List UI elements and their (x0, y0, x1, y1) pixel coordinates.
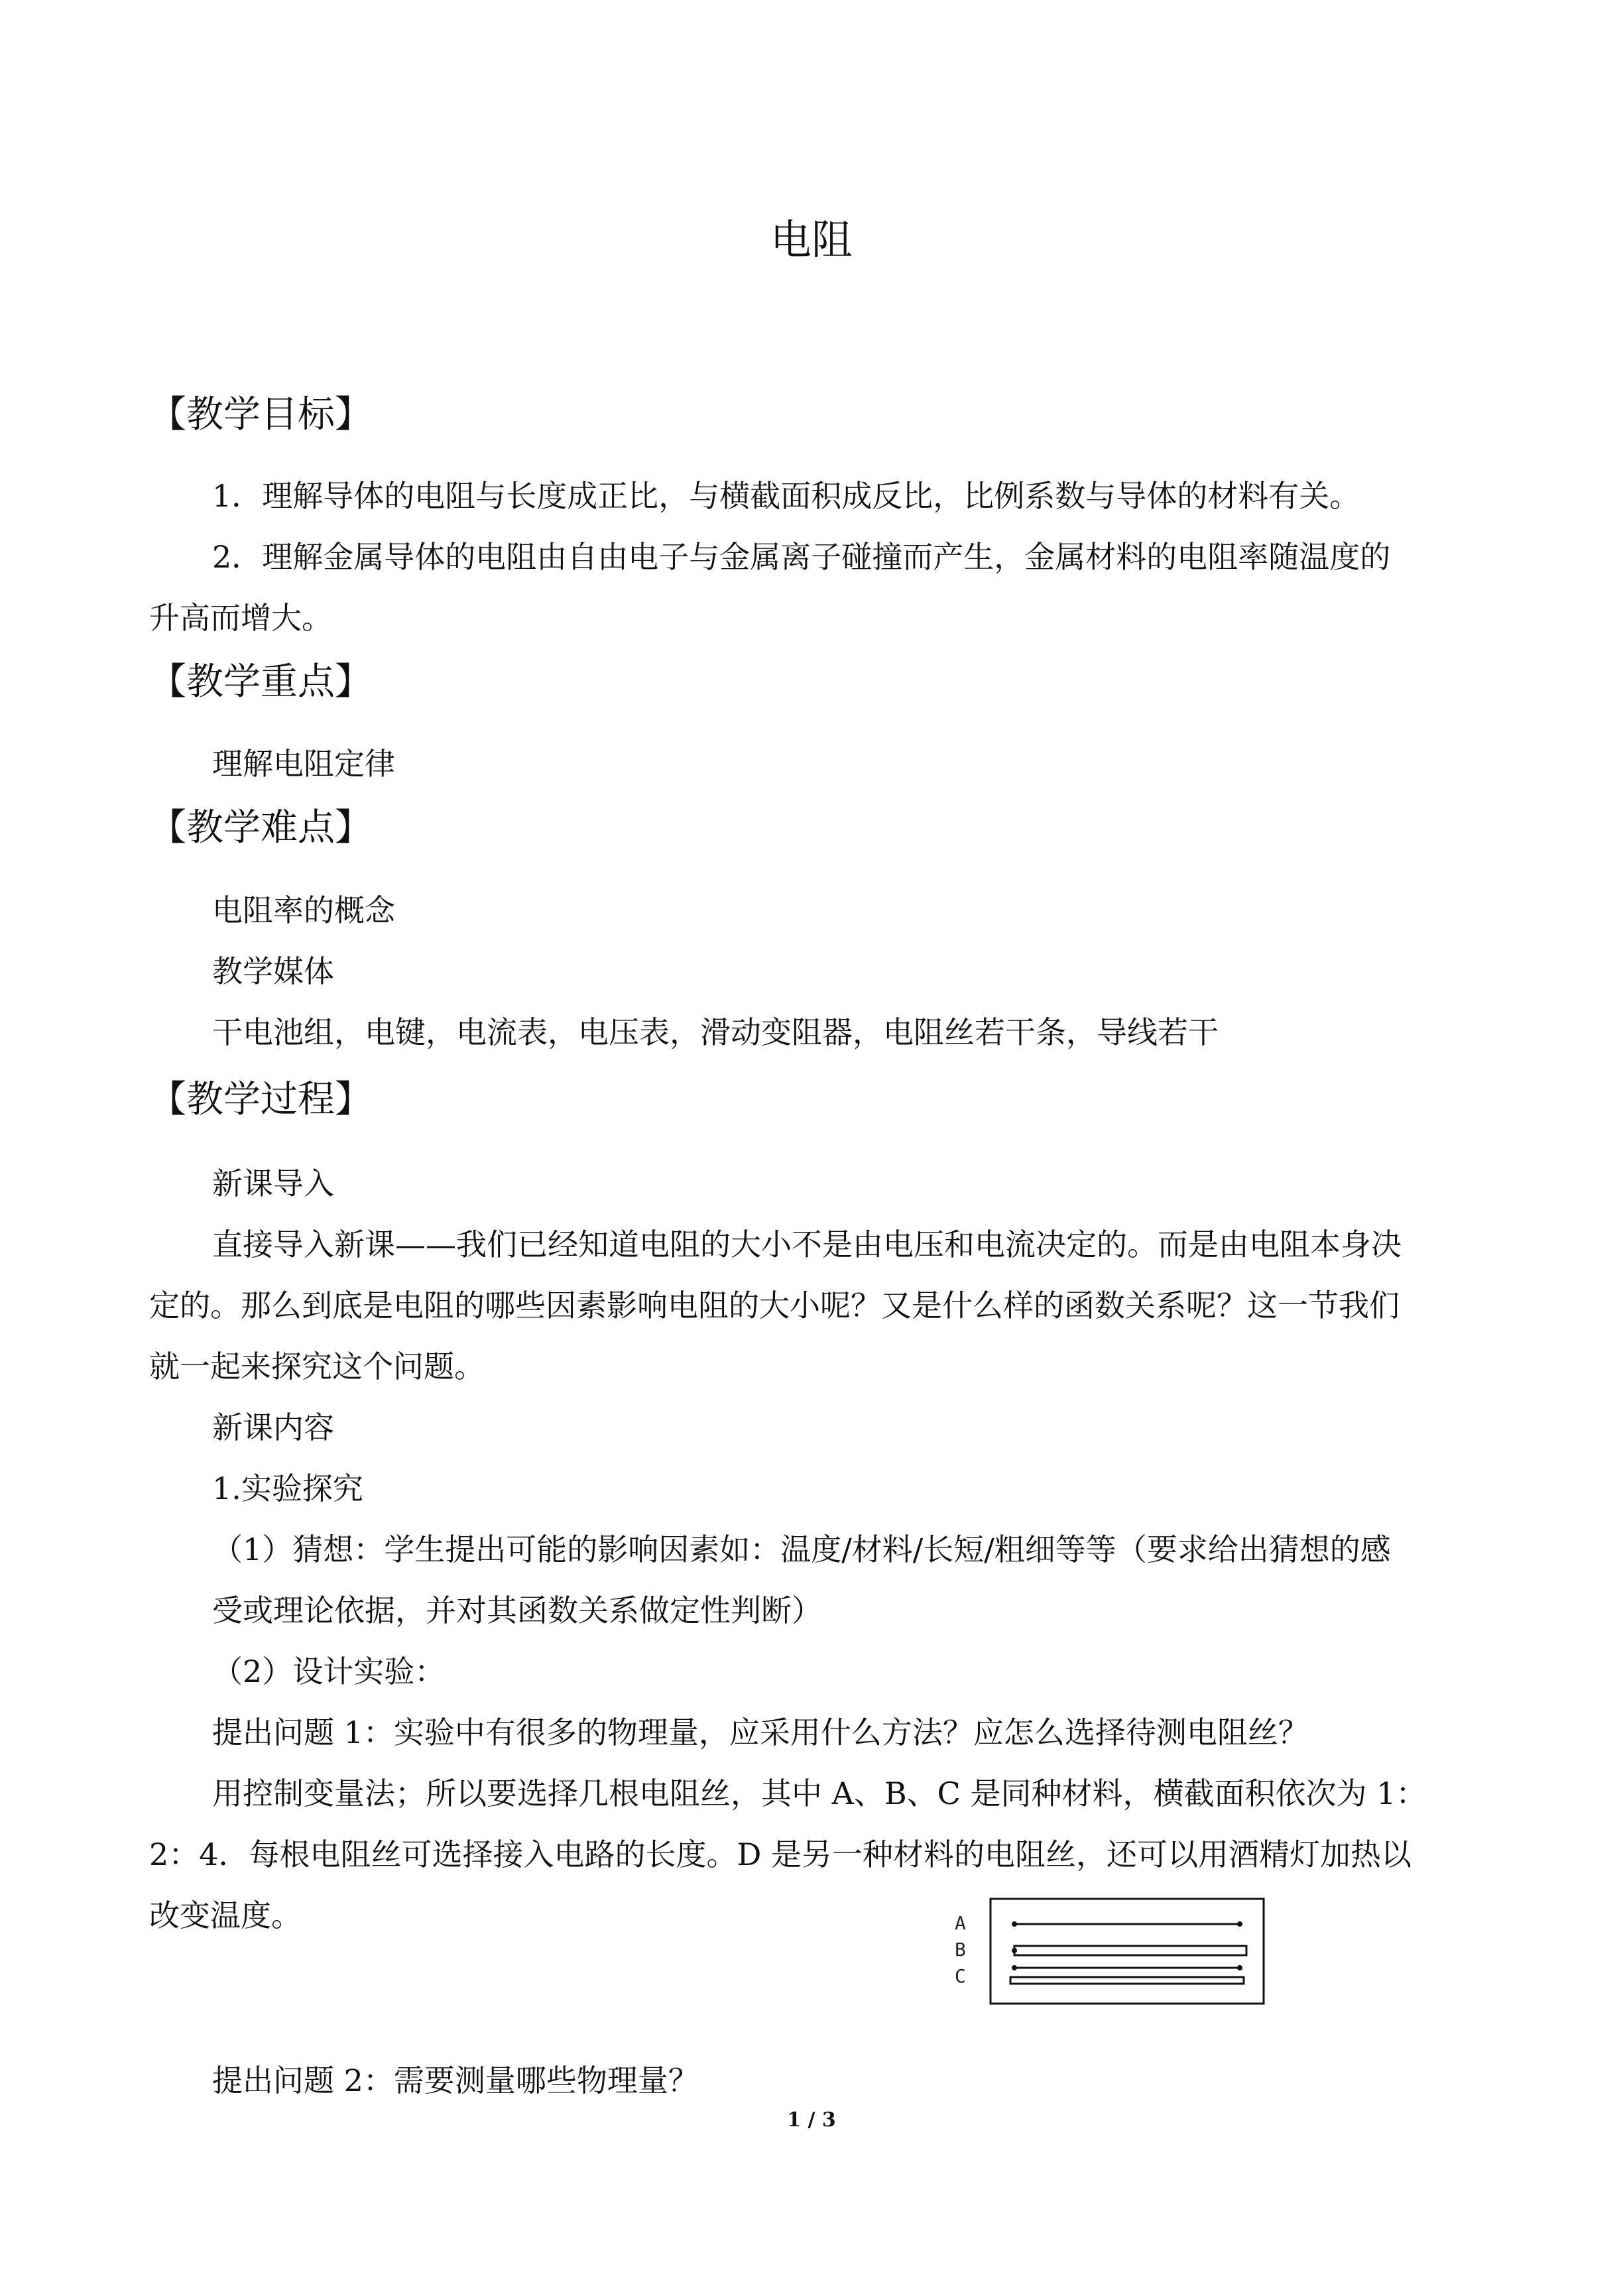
page-title: 电阻 (770, 215, 853, 264)
resistance-wire-diagram (948, 1896, 1266, 2009)
process-heading: 【教学过程】 (149, 1078, 372, 1121)
difficulties-text: 电阻率的概念 (212, 892, 395, 928)
wire-label-c: C (955, 1965, 966, 1987)
intro-line-1: 直接导入新课——我们已经知道电阻的大小不是由电压和电流决定的。而是由电阻本身决 (212, 1227, 1402, 1262)
intro-line-2: 定的。那么到底是电阻的哪些因素影响电阻的大小呢？又是什么样的函数关系呢？这一节我们 (149, 1288, 1400, 1323)
wire-a (1012, 1921, 1242, 1927)
page-number: 1 / 3 (787, 2108, 836, 2132)
method-line-3: 改变温度。 (149, 1898, 302, 1933)
content-label: 新课内容 (212, 1410, 334, 1445)
objective-item-2-line-2: 升高而增大。 (149, 600, 332, 636)
objectives-heading: 【教学目标】 (149, 393, 372, 436)
wire-b (1012, 1946, 1246, 1955)
wire-d (1010, 1977, 1244, 1984)
media-label: 教学媒体 (212, 953, 334, 989)
wire-c (1012, 1965, 1242, 1970)
question-1: 提出问题 1：实验中有很多的物理量，应采用什么方法？应怎么选择待测电阻丝？ (212, 1715, 1309, 1750)
objective-item-2-line-1: 2．理解金属导体的电阻由自由电子与金属离子碰撞而产生，金属材料的电阻率随温度的 (212, 539, 1391, 575)
guess-line-2: 受或理论依据，并对其函数关系做定性判断） (212, 1593, 822, 1628)
intro-label: 新课导入 (212, 1166, 334, 1201)
method-line-2: 2：4．每根电阻丝可选择接入电路的长度。D 是另一种材料的电阻丝，还可以用酒精灯加热以 (149, 1837, 1412, 1872)
media-list: 干电池组，电键，电流表，电压表，滑动变阻器，电阻丝若干条，导线若干 (212, 1014, 1219, 1050)
method-line-1: 用控制变量法；所以要选择几根电阻丝，其中 A、B、C 是同种材料，横截面积依次为 1： (212, 1776, 1427, 1811)
question-2: 提出问题 2：需要测量哪些物理量？ (212, 2063, 699, 2098)
intro-line-3: 就一起来探究这个问题。 (149, 1349, 485, 1384)
guess-line-1: （1）猜想：学生提出可能的影响因素如：温度/材料/长短/粗细等等（要求给出猜想的感 (212, 1532, 1391, 1567)
experiment-label: 1.实验探究 (212, 1471, 363, 1506)
wire-label-a: A (955, 1912, 966, 1934)
objective-item-1: 1．理解导体的电阻与长度成正比，与横截面积成反比，比例系数与导体的材料有关。 (212, 478, 1360, 514)
difficulties-heading: 【教学难点】 (149, 806, 372, 849)
design-label: （2）设计实验： (212, 1654, 446, 1689)
wire-label-b: B (955, 1939, 966, 1961)
key-points-text: 理解电阻定律 (212, 746, 395, 782)
key-points-heading: 【教学重点】 (149, 660, 372, 703)
diagram-frame (991, 1899, 1264, 2004)
